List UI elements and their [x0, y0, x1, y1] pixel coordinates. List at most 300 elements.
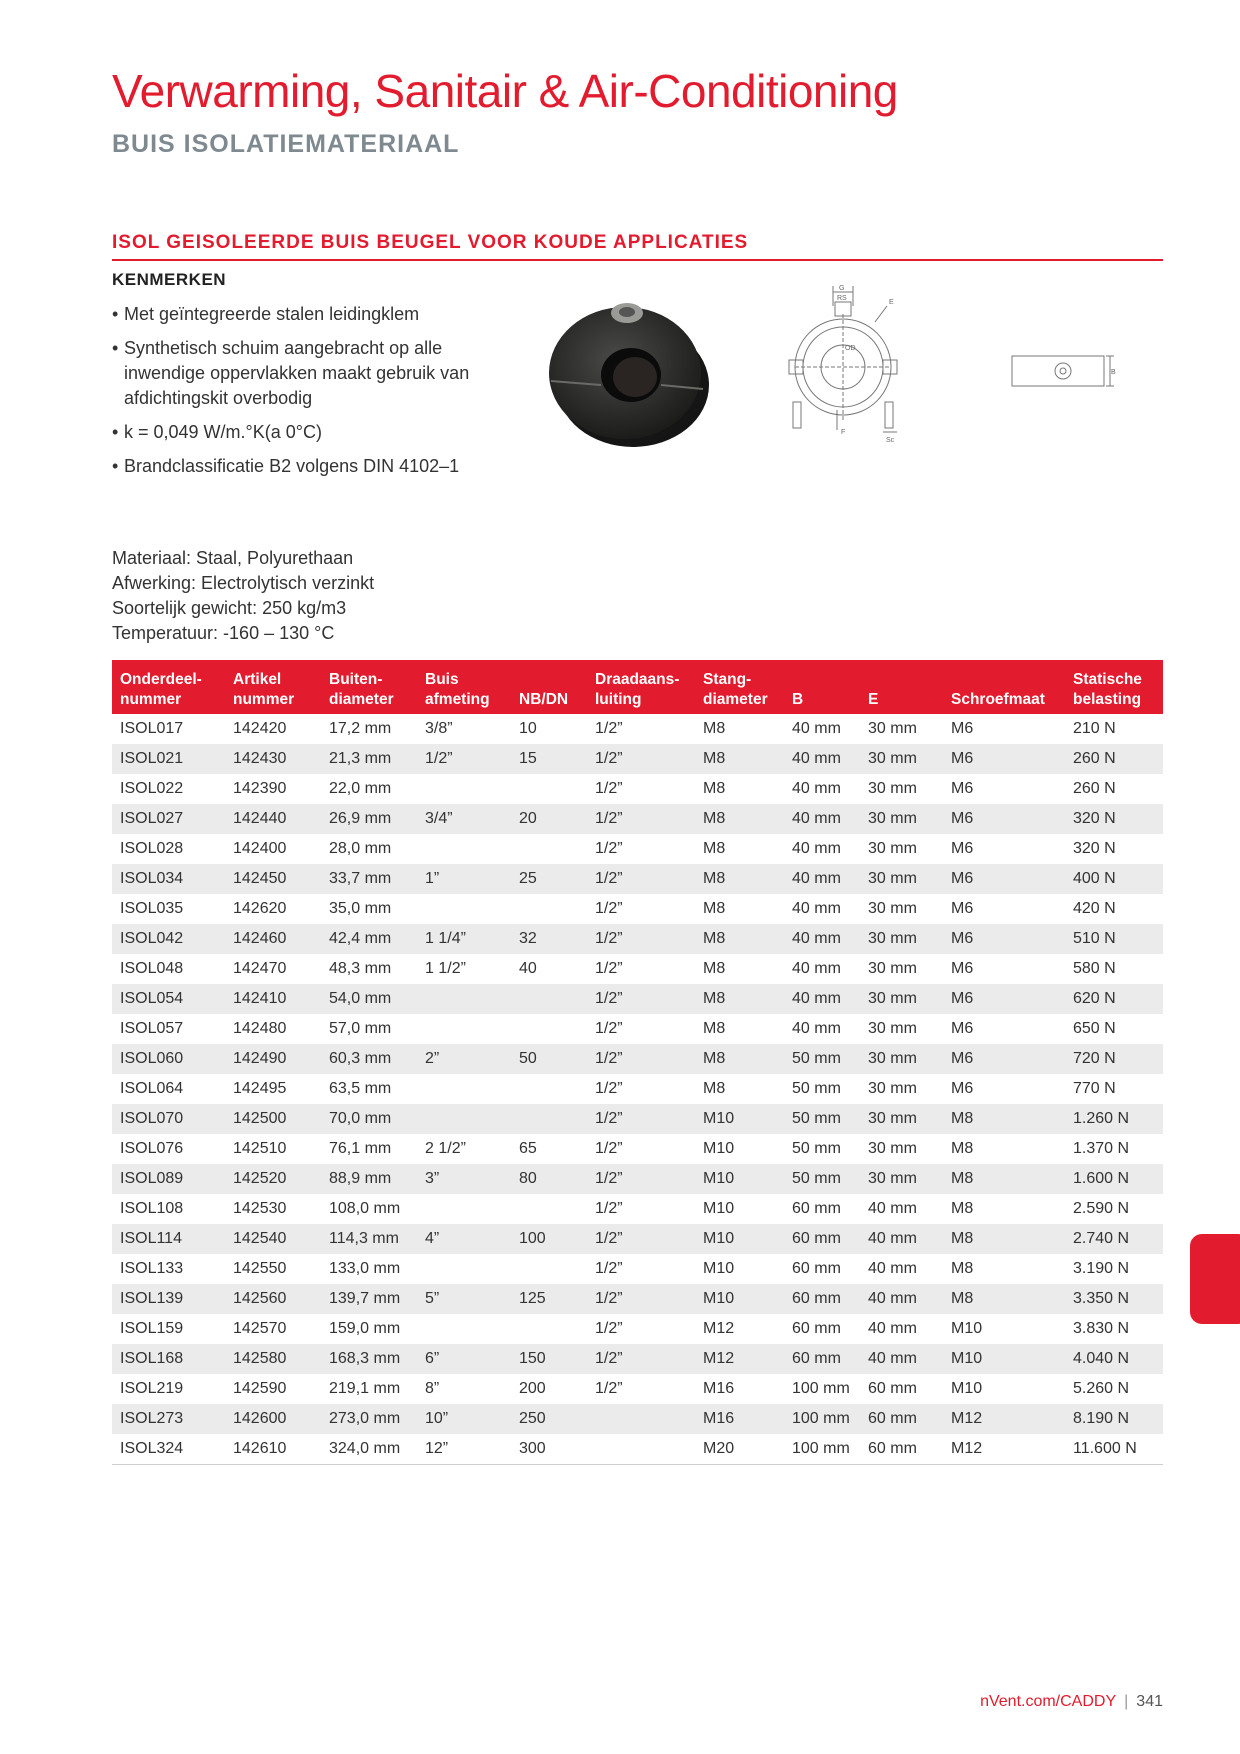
table-cell — [417, 1104, 511, 1134]
table-cell: 168,3 mm — [321, 1344, 417, 1374]
table-cell: M8 — [703, 900, 726, 917]
page-number: 341 — [1136, 1693, 1163, 1710]
column-header-line: Stang- — [703, 671, 752, 688]
column-header-line — [868, 670, 943, 690]
table-cell: M8 — [951, 1260, 974, 1277]
table-cell: 100 mm — [792, 1380, 850, 1397]
table-cell: 57,0 mm — [329, 1020, 392, 1037]
feature-item: • Met geïntegreerde stalen leidingklem — [112, 302, 472, 327]
table-cell: 114,3 mm — [321, 1224, 417, 1254]
spec-line: Temperatuur: -160 – 130 °C — [112, 623, 335, 643]
table-cell: 60 mm — [784, 1344, 860, 1374]
product-heading: ISOL GEISOLEERDE BUIS BEUGEL VOOR KOUDE APPLICATIES — [112, 232, 749, 253]
table-row — [112, 1404, 1163, 1434]
table-cell: 8” — [425, 1380, 440, 1397]
spec-line: Materiaal: Staal, Polyurethaan — [112, 548, 354, 568]
table-cell: 1/2” — [587, 1104, 695, 1134]
table-cell: 1/2” — [595, 1320, 623, 1337]
table-cell: ISOL324 — [112, 1434, 225, 1464]
table-cell: 60,3 mm — [321, 1044, 417, 1074]
table-cell: 30 mm — [860, 984, 943, 1014]
table-cell: 40 mm — [792, 840, 841, 857]
table-cell: 720 N — [1065, 1044, 1163, 1074]
table-cell: 80 — [511, 1164, 587, 1194]
table-cell — [511, 1074, 587, 1104]
table-cell: 40 mm — [860, 1284, 943, 1314]
table-cell: 33,7 mm — [321, 864, 417, 894]
table-row — [112, 1284, 1163, 1314]
table-cell: M8 — [703, 960, 726, 977]
table-cell: M8 — [703, 780, 726, 797]
table-cell: 2.740 N — [1065, 1224, 1163, 1254]
table-cell: M6 — [951, 840, 974, 857]
table-row — [112, 1194, 1163, 1224]
table-cell: ISOL108 — [120, 1200, 184, 1217]
feature-item: • k = 0,049 W/m.°K(a 0°C) — [112, 420, 472, 445]
table-cell — [417, 774, 511, 804]
table-cell: M8 — [695, 744, 784, 774]
table-cell: ISOL273 — [112, 1404, 225, 1434]
column-header — [225, 660, 321, 714]
table-cell: 40 mm — [868, 1320, 917, 1337]
column-header-line: Statische — [1073, 671, 1142, 688]
table-cell: 210 N — [1073, 720, 1116, 737]
table-cell — [511, 834, 587, 864]
table-cell: ISOL168 — [112, 1344, 225, 1374]
table-cell: 60 mm — [784, 1224, 860, 1254]
label-g: G — [839, 285, 845, 292]
table-cell: 108,0 mm — [329, 1200, 401, 1217]
table-row — [112, 834, 1163, 864]
table-cell — [417, 1314, 511, 1344]
table-cell: M6 — [943, 924, 1065, 954]
table-cell: 1/2” — [587, 864, 695, 894]
table-cell: 60 mm — [792, 1260, 841, 1277]
table-cell: 20 — [511, 804, 587, 834]
table-cell: 580 N — [1073, 960, 1116, 977]
table-cell: 11.600 N — [1065, 1434, 1163, 1464]
table-cell: 48,3 mm — [329, 960, 392, 977]
table-cell: M10 — [695, 1104, 784, 1134]
footer-website: nVent.com/CADDY — [980, 1693, 1117, 1710]
table-row — [112, 1224, 1163, 1254]
table-cell: 133,0 mm — [329, 1260, 401, 1277]
table-cell — [511, 774, 587, 804]
table-cell: 300 — [511, 1434, 587, 1464]
table-cell: 510 N — [1065, 924, 1163, 954]
table-cell: 17,2 mm — [329, 720, 392, 737]
column-header-line: Artikel — [233, 671, 282, 688]
table-cell: 40 mm — [868, 1200, 917, 1217]
column-header-line — [792, 670, 860, 690]
table-cell: ISOL159 — [120, 1320, 184, 1337]
table-cell: 60 mm — [784, 1284, 860, 1314]
column-header-line: diameter — [329, 691, 394, 708]
table-cell: 3” — [417, 1164, 511, 1194]
column-header — [784, 660, 860, 714]
table-cell: 30 mm — [860, 744, 943, 774]
table-cell: 40 mm — [868, 1260, 917, 1277]
table-cell: 1.260 N — [1065, 1104, 1163, 1134]
table-cell: 54,0 mm — [321, 984, 417, 1014]
table-cell: 30 mm — [868, 1080, 917, 1097]
table-cell: M8 — [951, 1200, 974, 1217]
section-tab — [1190, 1234, 1240, 1324]
table-cell: M6 — [951, 780, 974, 797]
table-cell: 1/2” — [595, 960, 623, 977]
table-row — [112, 774, 1163, 804]
column-header-line: Buiten- — [329, 671, 383, 688]
table-cell: M8 — [703, 1020, 726, 1037]
table-cell: 1/2” — [587, 1284, 695, 1314]
table-cell: ISOL054 — [112, 984, 225, 1014]
table-cell: M8 — [943, 1224, 1065, 1254]
label-f: F — [841, 429, 846, 436]
table-cell: 142520 — [225, 1164, 321, 1194]
heading-divider — [112, 259, 1163, 261]
table-row — [112, 954, 1163, 984]
table-cell: 65 — [519, 1140, 537, 1157]
table-cell: 1/2” — [587, 804, 695, 834]
table-cell: ISOL064 — [120, 1080, 184, 1097]
table-cell: 40 mm — [792, 960, 841, 977]
table-cell: 1/2” — [595, 1020, 623, 1037]
table-cell: M20 — [695, 1434, 784, 1464]
table-cell: ISOL076 — [120, 1140, 184, 1157]
product-table — [112, 660, 1163, 1465]
table-cell: ISOL060 — [112, 1044, 225, 1074]
table-cell: 142510 — [233, 1140, 287, 1157]
table-cell: 142420 — [233, 720, 287, 737]
table-cell: 2” — [417, 1044, 511, 1074]
table-row — [112, 744, 1163, 774]
table-cell: 76,1 mm — [329, 1140, 392, 1157]
table-row — [112, 1134, 1163, 1164]
table-cell: ISOL139 — [112, 1284, 225, 1314]
table-cell: 400 N — [1065, 864, 1163, 894]
table-cell: ISOL048 — [120, 960, 184, 977]
table-cell: 159,0 mm — [329, 1320, 401, 1337]
table-cell: 142560 — [225, 1284, 321, 1314]
table-row — [112, 1434, 1163, 1464]
table-cell: 650 N — [1073, 1020, 1116, 1037]
table-cell — [511, 984, 587, 1014]
table-cell: ISOL034 — [112, 864, 225, 894]
table-cell: 50 mm — [784, 1164, 860, 1194]
table-cell: 40 mm — [784, 744, 860, 774]
table-cell: 8.190 N — [1065, 1404, 1163, 1434]
table-cell: 30 mm — [868, 960, 917, 977]
table-cell: 1/2” — [595, 840, 623, 857]
table-cell: M6 — [951, 720, 974, 737]
table-cell: 12” — [417, 1434, 511, 1464]
table-cell: 1/2” — [587, 1224, 695, 1254]
column-header — [1065, 660, 1163, 714]
table-cell: M10 — [695, 1284, 784, 1314]
table-cell: M8 — [703, 840, 726, 857]
table-cell: 219,1 mm — [329, 1380, 401, 1397]
column-header-line: luiting — [595, 691, 642, 708]
table-cell: 1/2” — [595, 1200, 623, 1217]
table-cell: 1 1/2” — [425, 960, 466, 977]
table-cell — [417, 1254, 511, 1284]
column-header-line: B — [792, 691, 804, 708]
table-row — [112, 894, 1163, 924]
table-cell: M12 — [943, 1434, 1065, 1464]
spec-line: Afwerking: Electrolytisch verzinkt — [112, 573, 375, 593]
table-cell: 30 mm — [868, 1020, 917, 1037]
table-cell — [417, 1014, 511, 1044]
table-cell: 200 — [519, 1380, 546, 1397]
table-cell: M8 — [703, 1080, 726, 1097]
table-cell: 50 mm — [784, 1104, 860, 1134]
page-subtitle: BUIS ISOLATIEMATERIAAL — [112, 130, 460, 158]
table-cell: 30 mm — [860, 924, 943, 954]
table-cell: 32 — [511, 924, 587, 954]
table-cell: 139,7 mm — [321, 1284, 417, 1314]
table-cell — [417, 984, 511, 1014]
column-header-line: Schroefmaat — [951, 691, 1045, 708]
table-row — [112, 1014, 1163, 1044]
table-cell: 40 mm — [860, 1224, 943, 1254]
table-cell: M10 — [951, 1380, 983, 1397]
table-cell: 1/2” — [587, 1044, 695, 1074]
column-header-line: nummer — [233, 691, 295, 708]
column-header — [112, 660, 225, 714]
table-cell: 25 — [511, 864, 587, 894]
table-cell — [511, 1104, 587, 1134]
table-row — [112, 864, 1163, 894]
table-cell: 30 mm — [860, 1104, 943, 1134]
table-cell: M6 — [951, 1080, 974, 1097]
table-cell: 26,9 mm — [321, 804, 417, 834]
column-header-line: NB/DN — [519, 691, 569, 708]
column-header — [860, 660, 943, 714]
features-list — [112, 302, 472, 488]
table-cell: M6 — [943, 864, 1065, 894]
table-cell: 60 mm — [860, 1404, 943, 1434]
table-cell: 1/2” — [595, 1380, 623, 1397]
column-header — [943, 660, 1065, 714]
table-cell: 70,0 mm — [321, 1104, 417, 1134]
feature-item: • Synthetisch schuim aangebracht op alle inwendige oppervlakken maakt gebruik van afdichtingskit overbodig — [112, 336, 472, 411]
table-cell: 50 mm — [792, 1140, 841, 1157]
table-cell: ISOL114 — [112, 1224, 225, 1254]
table-cell: M6 — [943, 804, 1065, 834]
page-title: Verwarming, Sanitair & Air-Conditioning — [112, 65, 898, 117]
table-cell: M16 — [703, 1380, 735, 1397]
spec-line: Soortelijk gewicht: 250 kg/m3 — [112, 598, 347, 618]
table-cell: ISOL133 — [120, 1260, 184, 1277]
table-cell: M8 — [951, 1140, 974, 1157]
column-header-line: Draadaans- — [595, 671, 680, 688]
table-cell: 50 mm — [792, 1080, 841, 1097]
table-cell: 63,5 mm — [329, 1080, 392, 1097]
table-cell: 142500 — [225, 1104, 321, 1134]
table-cell: M10 — [943, 1344, 1065, 1374]
column-header-line: nummer — [120, 691, 182, 708]
table-cell: M6 — [951, 900, 974, 917]
table-row — [112, 1164, 1163, 1194]
table-cell: ISOL219 — [120, 1380, 184, 1397]
table-cell: 1 1/4” — [417, 924, 511, 954]
table-cell: M6 — [951, 1020, 974, 1037]
table-cell: 40 — [519, 960, 537, 977]
table-cell: 273,0 mm — [321, 1404, 417, 1434]
table-cell: 125 — [511, 1284, 587, 1314]
table-cell: 40 mm — [784, 804, 860, 834]
table-cell: 50 — [511, 1044, 587, 1074]
table-header-row — [112, 660, 1163, 714]
table-cell: 60 mm — [860, 1434, 943, 1464]
column-header-line — [519, 670, 587, 690]
table-row — [112, 714, 1163, 744]
table-cell: 5.260 N — [1073, 1380, 1130, 1397]
table-cell: 2.590 N — [1073, 1200, 1130, 1217]
table-cell: M8 — [695, 864, 784, 894]
table-cell: 30 mm — [868, 1140, 917, 1157]
table-cell — [511, 894, 587, 924]
column-header — [321, 660, 417, 714]
table-cell: M12 — [943, 1404, 1065, 1434]
table-cell: 1/2” — [587, 1344, 695, 1374]
table-cell: 3/4” — [417, 804, 511, 834]
table-cell: 250 — [511, 1404, 587, 1434]
table-cell: 1/2” — [595, 780, 623, 797]
table-cell — [511, 1194, 587, 1224]
table-cell: 142430 — [225, 744, 321, 774]
table-row — [112, 924, 1163, 954]
table-cell: 60 mm — [792, 1200, 841, 1217]
table-cell: 40 mm — [792, 720, 841, 737]
label-e: E — [889, 299, 894, 306]
table-cell: 142390 — [233, 780, 287, 797]
table-cell: 28,0 mm — [329, 840, 392, 857]
table-cell: ISOL057 — [120, 1020, 184, 1037]
table-cell: 40 mm — [784, 924, 860, 954]
label-b: B — [1111, 369, 1116, 376]
column-header-line — [951, 670, 1065, 690]
table-cell — [587, 1434, 695, 1464]
table-cell: 40 mm — [860, 1344, 943, 1374]
table-cell: M8 — [943, 1164, 1065, 1194]
table-cell: 30 mm — [860, 804, 943, 834]
table-cell: 620 N — [1065, 984, 1163, 1014]
table-cell: M8 — [703, 720, 726, 737]
table-cell: M16 — [695, 1404, 784, 1434]
label-od: OD — [845, 345, 856, 352]
table-cell: 30 mm — [868, 780, 917, 797]
table-cell: ISOL017 — [120, 720, 184, 737]
column-header — [511, 660, 587, 714]
table-cell — [511, 1014, 587, 1044]
table-body — [112, 714, 1163, 1464]
table-cell: 1” — [417, 864, 511, 894]
table-row — [112, 1074, 1163, 1104]
table-cell: M8 — [943, 1104, 1065, 1134]
table-cell: M8 — [695, 1044, 784, 1074]
table-cell: 1/2” — [595, 1140, 623, 1157]
table-cell: 142530 — [233, 1200, 287, 1217]
table-cell: M6 — [943, 984, 1065, 1014]
table-cell: 142460 — [225, 924, 321, 954]
table-cell: 60 mm — [792, 1320, 841, 1337]
table-cell: 1/2” — [595, 900, 623, 917]
product-photo — [545, 285, 715, 455]
table-cell: 1/2” — [587, 1164, 695, 1194]
table-cell: M8 — [943, 1284, 1065, 1314]
table-cell: 142490 — [225, 1044, 321, 1074]
footer — [980, 1693, 1163, 1711]
table-cell: 60 mm — [868, 1380, 917, 1397]
table-cell: M8 — [695, 984, 784, 1014]
table-cell: ISOL035 — [120, 900, 184, 917]
table-cell: 260 N — [1073, 780, 1116, 797]
table-cell: 142470 — [233, 960, 287, 977]
column-header-line: Buis — [425, 671, 459, 688]
table-cell: M10 — [703, 1200, 735, 1217]
table-row — [112, 1254, 1163, 1284]
table-cell: 1.600 N — [1065, 1164, 1163, 1194]
label-sc: Sc — [886, 437, 895, 444]
table-cell: M12 — [695, 1344, 784, 1374]
table-cell: 3/8” — [425, 720, 453, 737]
table-cell: ISOL089 — [112, 1164, 225, 1194]
column-header — [587, 660, 695, 714]
table-cell: 40 mm — [784, 984, 860, 1014]
table-cell — [417, 894, 511, 924]
table-cell: 40 mm — [792, 780, 841, 797]
table-cell: 2 1/2” — [425, 1140, 466, 1157]
table-cell: 1/2” — [587, 744, 695, 774]
table-cell: 1/2” — [417, 744, 511, 774]
table-cell — [587, 1404, 695, 1434]
column-header-line: afmeting — [425, 691, 490, 708]
table-cell: M6 — [951, 960, 974, 977]
table-row — [112, 984, 1163, 1014]
table-cell: 1.370 N — [1073, 1140, 1130, 1157]
table-cell: M6 — [943, 744, 1065, 774]
table-cell: 100 — [511, 1224, 587, 1254]
table-cell: 142440 — [225, 804, 321, 834]
technical-drawing — [785, 282, 905, 462]
table-cell: 100 mm — [784, 1404, 860, 1434]
table-cell: 42,4 mm — [321, 924, 417, 954]
column-header-line: E — [868, 691, 879, 708]
table-cell: 3.190 N — [1073, 1260, 1130, 1277]
table-cell: 324,0 mm — [321, 1434, 417, 1464]
table-cell: M10 — [695, 1224, 784, 1254]
table-cell: 30 mm — [860, 1164, 943, 1194]
column-header-line: belasting — [1073, 691, 1142, 708]
table-cell: 10” — [417, 1404, 511, 1434]
table-cell: 5” — [417, 1284, 511, 1314]
table-cell: 30 mm — [860, 864, 943, 894]
table-cell: 15 — [511, 744, 587, 774]
table-cell: 35,0 mm — [329, 900, 392, 917]
table-cell: 142610 — [225, 1434, 321, 1464]
column-header-line: Onderdeel- — [120, 671, 202, 688]
table-cell: 142495 — [233, 1080, 287, 1097]
table-cell: 142620 — [233, 900, 287, 917]
table-cell: 21,3 mm — [321, 744, 417, 774]
side-view-drawing — [1010, 354, 1120, 394]
table-cell: M10 — [695, 1164, 784, 1194]
table-cell — [417, 1074, 511, 1104]
table-cell: 150 — [511, 1344, 587, 1374]
table-cell: ISOL042 — [112, 924, 225, 954]
material-specs — [112, 546, 374, 646]
